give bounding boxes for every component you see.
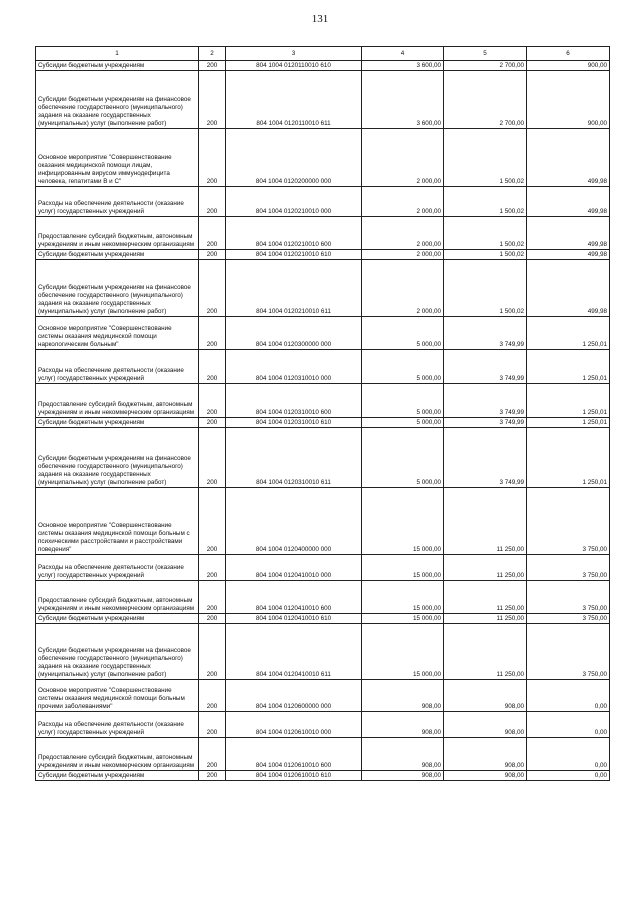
table-row: [36, 217, 610, 250]
row-code: 200: [199, 317, 226, 350]
row-value-col4: 2 000,00: [362, 217, 444, 250]
row-code: 200: [199, 187, 226, 217]
row-kbk: 804 1004 0120210010 000: [226, 187, 362, 217]
row-name: Предоставление субсидий бюджетным, автономным учреждениям и иным некоммерческим организациям: [36, 217, 199, 250]
row-value-col5: 2 700,00: [444, 61, 527, 71]
row-value-col6: 900,00: [527, 71, 610, 129]
row-value-col6: 499,98: [527, 260, 610, 317]
table-row: [36, 771, 610, 781]
header-col-1: 1: [36, 47, 199, 61]
table-row: [36, 250, 610, 260]
table-row: [36, 61, 610, 71]
row-name: Основное мероприятие "Совершенствование системы оказания медицинской помощи больным с психическими расстройствами и расстройствами поведения": [36, 488, 199, 555]
row-name: Основное мероприятие "Совершенствование оказания медицинской помощи лицам, инфицированным вирусом иммунодефицита человека, гепатитами В и С": [36, 129, 199, 187]
row-name: Субсидии бюджетным учреждениям на финансовое обеспечение государственного (муниципального) задания на оказание государственных (муниципальных) услуг (выполнение работ): [36, 624, 199, 680]
row-code: 200: [199, 217, 226, 250]
header-col-6: 6: [527, 47, 610, 61]
row-kbk: 804 1004 0120210010 600: [226, 217, 362, 250]
row-value-col5: 3 749,99: [444, 350, 527, 384]
row-code: 200: [199, 555, 226, 581]
table-row: [36, 418, 610, 428]
row-value-col6: 1 250,01: [527, 418, 610, 428]
row-kbk: 804 1004 0120310010 600: [226, 384, 362, 418]
row-kbk: 804 1004 0120610010 000: [226, 712, 362, 738]
row-name: Предоставление субсидий бюджетным, автономным учреждениям и иным некоммерческим организациям: [36, 384, 199, 418]
row-value-col5: 908,00: [444, 771, 527, 781]
row-value-col6: 3 750,00: [527, 555, 610, 581]
row-code: 200: [199, 488, 226, 555]
row-kbk: 804 1004 0120200000 000: [226, 129, 362, 187]
row-code: 200: [199, 350, 226, 384]
row-value-col4: 15 000,00: [362, 488, 444, 555]
row-value-col5: 1 500,02: [444, 260, 527, 317]
row-code: 200: [199, 71, 226, 129]
table-row: [36, 488, 610, 555]
row-value-col6: 1 250,01: [527, 317, 610, 350]
row-value-col4: 5 000,00: [362, 317, 444, 350]
table-header-row: [36, 47, 610, 61]
table-row: [36, 712, 610, 738]
row-value-col5: 3 749,99: [444, 418, 527, 428]
row-value-col6: 499,98: [527, 217, 610, 250]
row-value-col5: 11 250,00: [444, 555, 527, 581]
table-row: [36, 738, 610, 771]
row-value-col6: 3 750,00: [527, 581, 610, 614]
row-name: Расходы на обеспечение деятельности (оказание услуг) государственных учреждений: [36, 187, 199, 217]
row-kbk: 804 1004 0120210010 610: [226, 250, 362, 260]
table-body: [36, 61, 610, 781]
row-value-col6: 1 250,01: [527, 428, 610, 488]
table-row: [36, 680, 610, 712]
table-row: [36, 624, 610, 680]
row-value-col4: 2 000,00: [362, 129, 444, 187]
row-value-col5: 3 749,99: [444, 317, 527, 350]
table-row: [36, 581, 610, 614]
page-number: 131: [311, 13, 329, 25]
row-kbk: 804 1004 0120310010 000: [226, 350, 362, 384]
row-value-col4: 2 000,00: [362, 187, 444, 217]
row-code: 200: [199, 624, 226, 680]
row-value-col6: 900,00: [527, 61, 610, 71]
row-kbk: 804 1004 0120410010 610: [226, 614, 362, 624]
row-value-col4: 908,00: [362, 771, 444, 781]
row-value-col6: 499,98: [527, 129, 610, 187]
row-code: 200: [199, 61, 226, 71]
row-kbk: 804 1004 0120610010 610: [226, 771, 362, 781]
row-code: 200: [199, 614, 226, 624]
row-value-col6: 0,00: [527, 738, 610, 771]
row-value-col4: 3 600,00: [362, 71, 444, 129]
row-value-col4: 5 000,00: [362, 350, 444, 384]
row-kbk: 804 1004 0120610010 600: [226, 738, 362, 771]
row-value-col4: 3 600,00: [362, 61, 444, 71]
row-value-col6: 0,00: [527, 680, 610, 712]
row-name: Субсидии бюджетным учреждениям: [36, 771, 199, 781]
table-row: [36, 317, 610, 350]
row-code: 200: [199, 384, 226, 418]
row-value-col6: 499,98: [527, 250, 610, 260]
row-value-col5: 11 250,00: [444, 581, 527, 614]
row-value-col6: 0,00: [527, 771, 610, 781]
row-code: 200: [199, 129, 226, 187]
row-name: Субсидии бюджетным учреждениям: [36, 61, 199, 71]
row-kbk: 804 1004 0120410010 600: [226, 581, 362, 614]
row-name: Субсидии бюджетным учреждениям: [36, 250, 199, 260]
row-value-col5: 1 500,02: [444, 187, 527, 217]
header-col-3: 3: [226, 47, 362, 61]
row-value-col5: 3 749,99: [444, 384, 527, 418]
row-value-col5: 1 500,02: [444, 129, 527, 187]
row-value-col5: 1 500,02: [444, 217, 527, 250]
row-code: 200: [199, 428, 226, 488]
row-name: Предоставление субсидий бюджетным, автономным учреждениям и иным некоммерческим организациям: [36, 738, 199, 771]
table-row: [36, 71, 610, 129]
row-kbk: 804 1004 0120400000 000: [226, 488, 362, 555]
row-kbk: 804 1004 0120110010 610: [226, 61, 362, 71]
row-code: 200: [199, 712, 226, 738]
table-row: [36, 187, 610, 217]
row-value-col6: 3 750,00: [527, 488, 610, 555]
row-name: Расходы на обеспечение деятельности (оказание услуг) государственных учреждений: [36, 712, 199, 738]
row-kbk: 804 1004 0120310010 610: [226, 418, 362, 428]
row-value-col5: 11 250,00: [444, 624, 527, 680]
row-name: Основное мероприятие "Совершенствование системы оказания медицинской помощи наркологическим больным": [36, 317, 199, 350]
row-name: Субсидии бюджетным учреждениям: [36, 418, 199, 428]
row-value-col5: 3 749,99: [444, 428, 527, 488]
row-value-col5: 11 250,00: [444, 614, 527, 624]
row-value-col4: 2 000,00: [362, 260, 444, 317]
row-name: Субсидии бюджетным учреждениям на финансовое обеспечение государственного (муниципального) задания на оказание государственных (муниципальных) услуг (выполнение работ): [36, 428, 199, 488]
row-value-col5: 11 250,00: [444, 488, 527, 555]
row-kbk: 804 1004 0120410010 611: [226, 624, 362, 680]
row-value-col4: 5 000,00: [362, 418, 444, 428]
table-row: [36, 350, 610, 384]
row-name: Расходы на обеспечение деятельности (оказание услуг) государственных учреждений: [36, 555, 199, 581]
header-col-2: 2: [199, 47, 226, 61]
table-row: [36, 384, 610, 418]
row-kbk: 804 1004 0120300000 000: [226, 317, 362, 350]
row-kbk: 804 1004 0120410010 000: [226, 555, 362, 581]
row-name: Субсидии бюджетным учреждениям на финансовое обеспечение государственного (муниципального) задания на оказание государственных (муниципальных) услуг (выполнение работ): [36, 71, 199, 129]
row-value-col4: 2 000,00: [362, 250, 444, 260]
table-row: [36, 555, 610, 581]
row-code: 200: [199, 260, 226, 317]
row-value-col5: 908,00: [444, 680, 527, 712]
row-value-col4: 908,00: [362, 712, 444, 738]
row-value-col5: 908,00: [444, 738, 527, 771]
row-value-col6: 0,00: [527, 712, 610, 738]
row-value-col6: 1 250,01: [527, 350, 610, 384]
row-value-col6: 1 250,01: [527, 384, 610, 418]
row-name: Субсидии бюджетным учреждениям на финансовое обеспечение государственного (муниципального) задания на оказание государственных (муниципальных) услуг (выполнение работ): [36, 260, 199, 317]
row-value-col4: 5 000,00: [362, 384, 444, 418]
row-value-col4: 15 000,00: [362, 624, 444, 680]
row-kbk: 804 1004 0120210010 611: [226, 260, 362, 317]
row-code: 200: [199, 250, 226, 260]
table-row: [36, 129, 610, 187]
header-col-5: 5: [444, 47, 527, 61]
table-row: [36, 614, 610, 624]
table-row: [36, 260, 610, 317]
row-kbk: 804 1004 0120600000 000: [226, 680, 362, 712]
row-value-col4: 15 000,00: [362, 614, 444, 624]
row-value-col4: 908,00: [362, 738, 444, 771]
row-name: Основное мероприятие "Совершенствование системы оказания медицинской помощи больным прочими заболеваниями": [36, 680, 199, 712]
row-name: Расходы на обеспечение деятельности (оказание услуг) государственных учреждений: [36, 350, 199, 384]
row-value-col4: 15 000,00: [362, 555, 444, 581]
row-value-col4: 908,00: [362, 680, 444, 712]
row-value-col5: 1 500,02: [444, 250, 527, 260]
budget-table: [35, 46, 610, 781]
row-value-col6: 499,98: [527, 187, 610, 217]
row-value-col5: 2 700,00: [444, 71, 527, 129]
row-name: Предоставление субсидий бюджетным, автономным учреждениям и иным некоммерческим организациям: [36, 581, 199, 614]
row-code: 200: [199, 771, 226, 781]
row-value-col5: 908,00: [444, 712, 527, 738]
row-name: Субсидии бюджетным учреждениям: [36, 614, 199, 624]
header-col-4: 4: [362, 47, 444, 61]
row-value-col6: 3 750,00: [527, 614, 610, 624]
table-row: [36, 428, 610, 488]
row-value-col4: 15 000,00: [362, 581, 444, 614]
row-code: 200: [199, 738, 226, 771]
row-value-col6: 3 750,00: [527, 624, 610, 680]
row-kbk: 804 1004 0120110010 611: [226, 71, 362, 129]
row-kbk: 804 1004 0120310010 611: [226, 428, 362, 488]
row-value-col4: 5 000,00: [362, 428, 444, 488]
row-code: 200: [199, 418, 226, 428]
row-code: 200: [199, 680, 226, 712]
row-code: 200: [199, 581, 226, 614]
